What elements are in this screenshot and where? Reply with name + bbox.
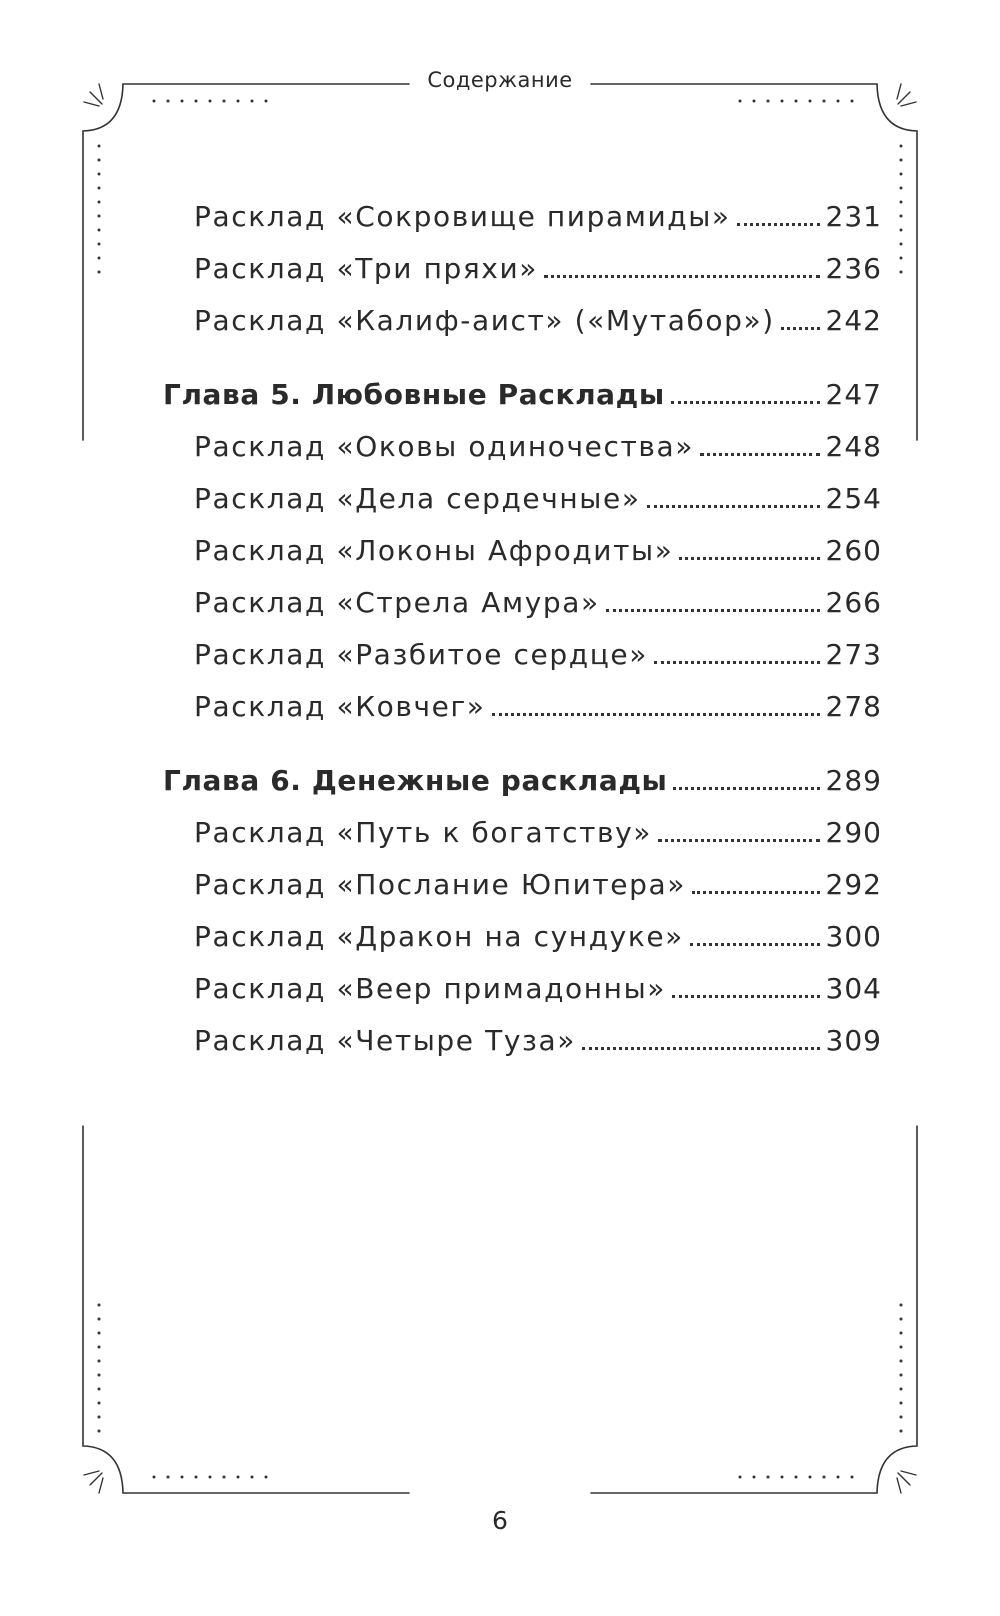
- dot-leader: [737, 223, 820, 226]
- toc-entry-title: Расклад «Оковы одиночества»: [194, 430, 694, 463]
- toc-chapter-heading[interactable]: [163, 378, 882, 411]
- toc-entry[interactable]: [194, 816, 882, 849]
- toc-chapter-page: 289: [825, 764, 882, 797]
- dot-leader: [647, 505, 820, 508]
- toc-entry-title: Расклад «Дела сердечные»: [194, 482, 641, 515]
- dot-leader: [781, 327, 820, 330]
- toc-chapter-heading[interactable]: [163, 764, 882, 797]
- toc-entry[interactable]: [194, 252, 882, 285]
- toc-entry[interactable]: [194, 586, 882, 619]
- dot-leader: [654, 661, 820, 664]
- running-header-title: Содержание: [427, 68, 573, 92]
- toc-entry-title: Расклад «Калиф-аист» («Мутабор»): [194, 304, 775, 337]
- toc-entry[interactable]: [194, 868, 882, 901]
- toc-chapter-title: Глава 6. Денежные расклады: [163, 764, 668, 797]
- toc-entry-page: 254: [825, 482, 882, 515]
- toc-entry-page: 300: [825, 920, 882, 953]
- dot-leader: [700, 453, 820, 456]
- toc-entry-page: 266: [825, 586, 882, 619]
- toc-entry-title: Расклад «Веер примадонны»: [194, 972, 667, 1005]
- toc-entry[interactable]: [194, 430, 882, 463]
- toc-entry-title: Расклад «Послание Юпитера»: [194, 868, 686, 901]
- toc-entry[interactable]: [194, 638, 882, 671]
- toc-entry[interactable]: [194, 482, 882, 515]
- toc-entry[interactable]: [194, 920, 882, 953]
- toc-entry-title: Расклад «Разбитое сердце»: [194, 638, 648, 671]
- dot-leader: [544, 275, 820, 278]
- toc-entry-page: 309: [825, 1024, 882, 1057]
- toc-chapter-title: Глава 5. Любовные Расклады: [163, 378, 665, 411]
- toc-entry-page: 248: [825, 430, 882, 463]
- toc-entry[interactable]: [194, 534, 882, 567]
- dot-leader: [492, 713, 820, 716]
- toc-entry-title: Расклад «Дракон на сундуке»: [194, 920, 684, 953]
- toc-entry-title: Расклад «Четыре Туза»: [194, 1024, 576, 1057]
- toc-entry-page: 273: [825, 638, 882, 671]
- toc-entry[interactable]: [194, 690, 882, 723]
- toc-entry-page: 236: [825, 252, 882, 285]
- dot-leader: [679, 557, 819, 560]
- page-number: 6: [492, 1506, 508, 1535]
- dot-leader: [692, 891, 820, 894]
- dot-leader: [672, 995, 820, 998]
- toc-chapter-page: 247: [825, 378, 882, 411]
- dot-leader: [658, 839, 820, 842]
- toc-entry-page: 260: [825, 534, 882, 567]
- toc-entry-title: Расклад «Локоны Афродиты»: [194, 534, 674, 567]
- toc-entry-page: 290: [825, 816, 882, 849]
- dot-leader: [606, 609, 820, 612]
- toc-entry-page: 242: [825, 304, 882, 337]
- dot-leader: [671, 401, 820, 404]
- toc-entry-title: Расклад «Стрела Амура»: [194, 586, 600, 619]
- dot-leader: [690, 943, 820, 946]
- toc-entry-title: Расклад «Путь к богатству»: [194, 816, 653, 849]
- toc-entry-page: 231: [825, 200, 882, 233]
- toc-entry-page: 278: [825, 690, 882, 723]
- toc-entry[interactable]: [194, 200, 882, 233]
- toc-entry-page: 292: [825, 868, 882, 901]
- dot-leader: [582, 1047, 820, 1050]
- toc-entry[interactable]: [194, 304, 882, 337]
- toc-entry-title: Расклад «Три пряхи»: [194, 252, 538, 285]
- toc-entry-page: 304: [825, 972, 882, 1005]
- toc-entry[interactable]: [194, 1024, 882, 1057]
- toc-entry-title: Расклад «Ковчег»: [194, 690, 486, 723]
- toc-entry[interactable]: [194, 972, 882, 1005]
- dot-leader: [673, 787, 819, 790]
- toc-entry-title: Расклад «Сокровище пирамиды»: [194, 200, 731, 233]
